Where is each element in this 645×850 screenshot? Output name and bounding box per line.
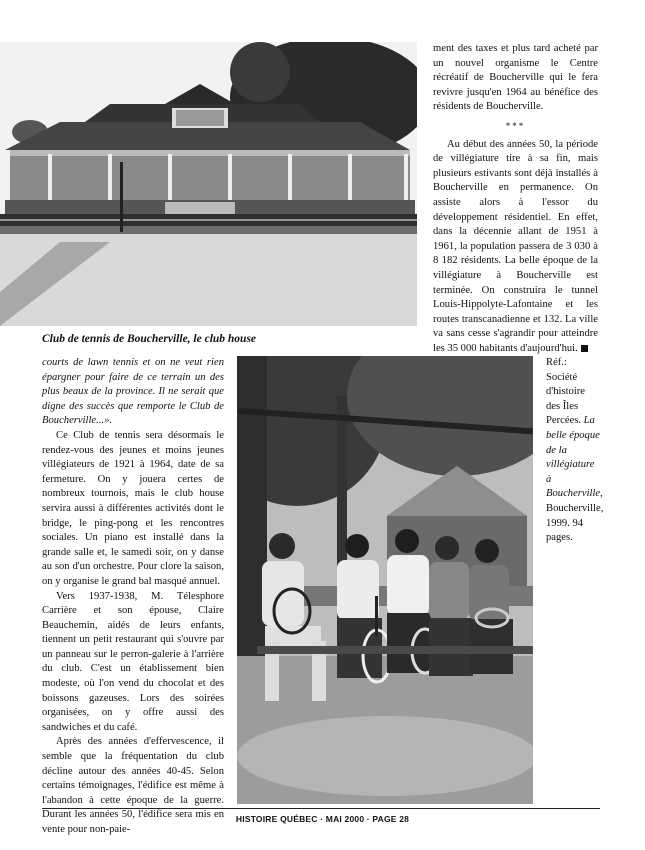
quote-paragraph: courts de lawn tennis et on ne veut rien épargner pour faire de ce terrain un des plus beaux de la province. Il ne serait que digne des succès que remporte le Club de Boucherville...». — [42, 357, 224, 427]
right-column-paragraph-2: Au début des années 50, la période de villégiature tire à sa fin, mais plusieurs estivants sont déjà installés à Boucherville en permanence. On assiste alors à l'essor du développement résidentiel. En effet, dans la décennie allant de 1951 à 1961, la population passera de 3 030 à 8 182 résidents. La belle époque de la villégiature à Boucherville est terminée. On construira le tunnel Louis-Hippolyte-Lafontaine et les routes transcanadienne et 132. La ville va sans cesse s'agrandir pour atteindre les 35 000 habitants d'aujourd'hui. — [433, 138, 598, 354]
footer-rule — [42, 808, 600, 809]
reference-text — [546, 356, 604, 546]
left-column — [42, 356, 224, 838]
left-column-paragraph-1: Ce Club de tennis sera désormais le rendez-vous des jeunes et moins jeunes villégiateurs de 1921 à 1964, date de sa fermeture. On y jouera certes de nombreux tournois, mais le club house servira aussi à différentes activités dont le bridge, le ping-pong et les rencontres sociales. Un piano est installé dans la grande salle et, le samedi soir, on y danse au son d'un orchestre. Pour clore la saison, on y organise le grand bal masqué annuel. — [42, 429, 224, 587]
reference-label: Réf.: — [546, 357, 567, 368]
left-column-paragraph-2: Vers 1937-1938, M. Télesphore Carrière et son épouse, Claire Beauchemin, aidés de leurs enfants, tiennent un petit restaurant qui s'ouvre par un panneau sur le perron-galerie à l'arrière du club. C'est un établissement bien modeste, où l'on vend du chocolat et des boissons gazeuses. Lors des soirées organisées, on y offre aussi des sandwiches et du café. — [42, 590, 224, 733]
clubhouse-photo — [0, 42, 417, 326]
reference-details: , Boucherville, 1999. 94 pages. — [546, 488, 604, 544]
end-mark-icon — [581, 345, 588, 352]
page-footer: HISTOIRE QUÉBEC · MAI 2000 · PAGE 28 — [235, 814, 410, 824]
tennis-players-photo — [237, 356, 533, 804]
right-column-paragraph-1: ment des taxes et plus tard acheté par un nouvel organisme le Centre récréatif de Boucherville qui le fera revivre jusqu'en 1964 au bénéfice des résidents de Boucherville. — [433, 43, 598, 113]
reference-title: La belle époque de la villégiature à Boucherville — [546, 415, 601, 500]
photo-caption: Club de tennis de Boucherville, le club house — [42, 333, 257, 345]
right-column-top — [433, 42, 598, 356]
section-separator: *** — [505, 120, 526, 131]
reference-note — [546, 356, 604, 546]
reference-organization: Société d'histoire des Îles Percées. — [546, 371, 585, 427]
left-column-paragraph-3: Après des années d'effervescence, il semble que la fréquentation du club décline autour des années 40-45. Selon certains témoignages, l'édifice est même à l'abandon à cette époque de la guerre. Durant les années 50, l'édifice sera mis en vente pour non-paie- — [42, 736, 224, 835]
